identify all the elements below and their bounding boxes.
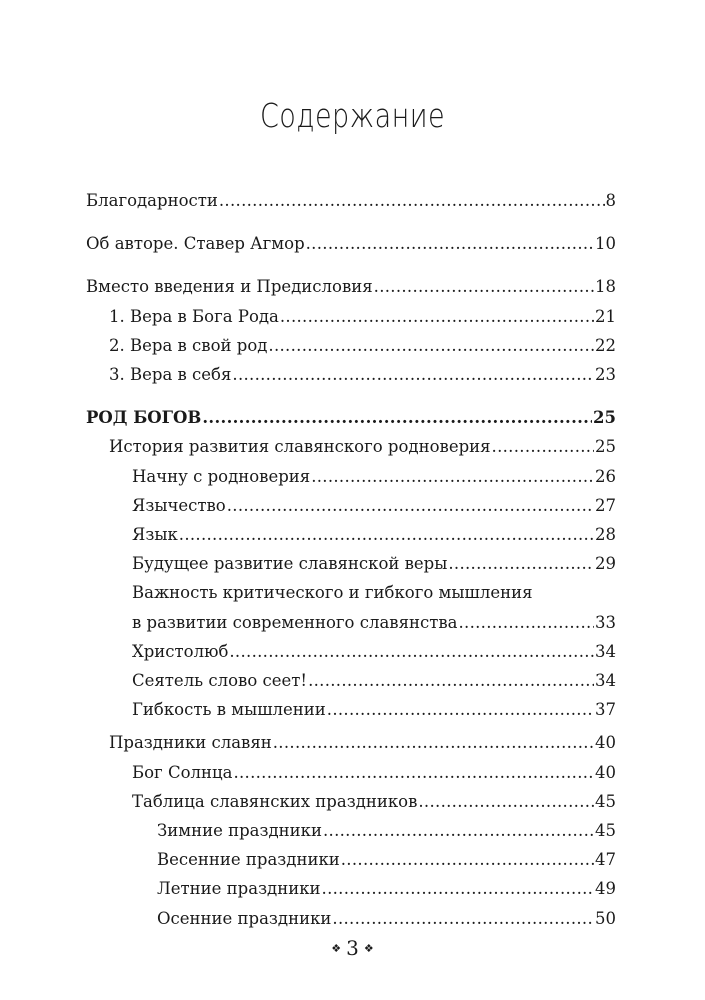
toc-entry-vera-rod[interactable] (86, 331, 616, 360)
toc-entry-label: Бог Солнца (132, 762, 233, 782)
ornament-left-icon: ❖ (331, 942, 342, 955)
toc-entry-label: Летние праздники (157, 879, 321, 899)
toc-entry-label: Благодарности (86, 191, 218, 210)
leader-dots (418, 787, 594, 816)
toc-entry-label: 1. Вера в Бога Рода (109, 306, 279, 326)
toc-entry-label: Гибкость в мышлении (132, 700, 326, 720)
toc-entry-letnie[interactable] (86, 874, 616, 903)
leader-dots (322, 874, 594, 903)
leader-dots (179, 520, 594, 549)
leader-dots (306, 229, 594, 258)
toc-entry-label: Вместо введения и Предисловия (86, 277, 373, 297)
leader-dots (273, 728, 594, 757)
leader-dots (202, 403, 592, 432)
toc-entry-label: РОД БОГОВ (86, 408, 202, 428)
leader-dots (448, 549, 594, 578)
toc-entry-label: Таблица славянских праздников (132, 791, 418, 811)
toc-entry-label: Весенние праздники (157, 850, 340, 870)
toc-entry-seyatel[interactable] (86, 666, 616, 695)
leader-dots (374, 272, 594, 301)
leader-dots (311, 462, 594, 491)
page-number-value: 3 (346, 936, 359, 960)
toc-entry-page: 10 (595, 234, 616, 254)
toc-entry-page: 21 (595, 306, 616, 326)
toc-entry-label: Сеятель слово сеет! (132, 671, 308, 691)
toc-entry-label: Зимние праздники (157, 821, 322, 841)
leader-dots (219, 186, 605, 215)
toc-entry-page: 40 (595, 733, 616, 753)
toc-entry-label: Праздники славян (109, 733, 272, 753)
ornament-right-icon: ❖ (363, 942, 374, 955)
toc-entry-page: 25 (593, 408, 616, 428)
page-title: Содержание (259, 96, 446, 135)
toc-entry-page: 34 (595, 671, 616, 691)
toc-entry-page: 29 (595, 554, 616, 574)
toc-entry-label: 3. Вера в себя (109, 365, 232, 385)
toc-entry-label: 2. Вера в свой род (109, 335, 268, 355)
leader-dots (232, 360, 594, 389)
toc-entry-label: Христолюб (132, 641, 229, 661)
leader-dots (280, 302, 594, 331)
page-number (0, 936, 705, 960)
toc-entry-yazyk[interactable] (86, 520, 616, 549)
toc-entry-vera-sebya[interactable] (86, 360, 616, 389)
toc-entry-osennie[interactable] (86, 904, 616, 933)
toc-entry-page: 47 (595, 850, 616, 870)
leader-dots (308, 666, 594, 695)
leader-dots (332, 904, 594, 933)
toc-entry-yazychestvo[interactable] (86, 491, 616, 520)
toc-entry-label: Язык (132, 525, 178, 545)
toc-entry-page: 28 (595, 525, 616, 545)
toc-entry-page: 40 (595, 762, 616, 782)
toc-entry-vmesto-vvedeniya[interactable] (86, 272, 616, 301)
toc-entry-vazhnost-line1[interactable]: Важность критического и гибкого мышления (132, 583, 533, 603)
toc-entry-page: 18 (595, 277, 616, 297)
toc-entry-label: Будущее развитие славянской веры (132, 554, 448, 574)
toc-entry-label: Об авторе. Ставер Агмор (86, 234, 305, 254)
toc-entry-istoriya[interactable] (86, 432, 616, 461)
toc-entry-tablitsa[interactable] (86, 787, 616, 816)
toc-entry-label: Начну с родноверия (132, 466, 311, 486)
toc-entry-gibkost[interactable] (86, 695, 616, 724)
toc-entry-vesennie[interactable] (86, 845, 616, 874)
toc-entry-vera-boga[interactable] (86, 302, 616, 331)
toc-entry-page: 23 (595, 365, 616, 385)
toc-entry-label: История развития славянского родноверия (109, 437, 491, 457)
toc-entry-blagodarnosti[interactable] (86, 186, 616, 215)
leader-dots (458, 608, 594, 637)
toc-entry-page: 33 (595, 612, 616, 632)
leader-dots (341, 845, 594, 874)
toc-entry-label: Осенние праздники (157, 908, 332, 928)
toc-entry-ob-avtore[interactable] (86, 229, 616, 258)
toc-entry-label: в развитии современного славянства (132, 612, 458, 632)
leader-dots (229, 637, 594, 666)
toc-entry-page: 37 (595, 700, 616, 720)
toc-entry-vazhnost[interactable] (86, 608, 616, 637)
toc-entry-prazdniki[interactable] (86, 728, 616, 757)
leader-dots (492, 432, 594, 461)
leader-dots (233, 758, 594, 787)
toc-entry-page: 22 (595, 335, 616, 355)
toc-entry-page: 34 (595, 641, 616, 661)
toc-entry-page: 25 (595, 437, 616, 457)
toc-entry-label: Язычество (132, 495, 226, 515)
table-of-contents (86, 186, 616, 933)
leader-dots (327, 695, 594, 724)
toc-entry-page: 49 (595, 879, 616, 899)
toc-entry-page: 45 (595, 791, 616, 811)
toc-entry-bog-solntsa[interactable] (86, 758, 616, 787)
toc-entry-page: 8 (605, 191, 616, 210)
leader-dots (323, 816, 594, 845)
toc-entry-zimnie[interactable] (86, 816, 616, 845)
toc-entry-page: 26 (595, 466, 616, 486)
toc-entry-budushchee[interactable] (86, 549, 616, 578)
toc-entry-page: 50 (595, 908, 616, 928)
toc-entry-hristolyub[interactable] (86, 637, 616, 666)
toc-entry-rod-bogov[interactable] (86, 403, 616, 432)
toc-entry-page: 45 (595, 821, 616, 841)
leader-dots (268, 331, 594, 360)
toc-entry-nachnu[interactable] (86, 462, 616, 491)
toc-entry-page: 27 (595, 495, 616, 515)
leader-dots (227, 491, 594, 520)
